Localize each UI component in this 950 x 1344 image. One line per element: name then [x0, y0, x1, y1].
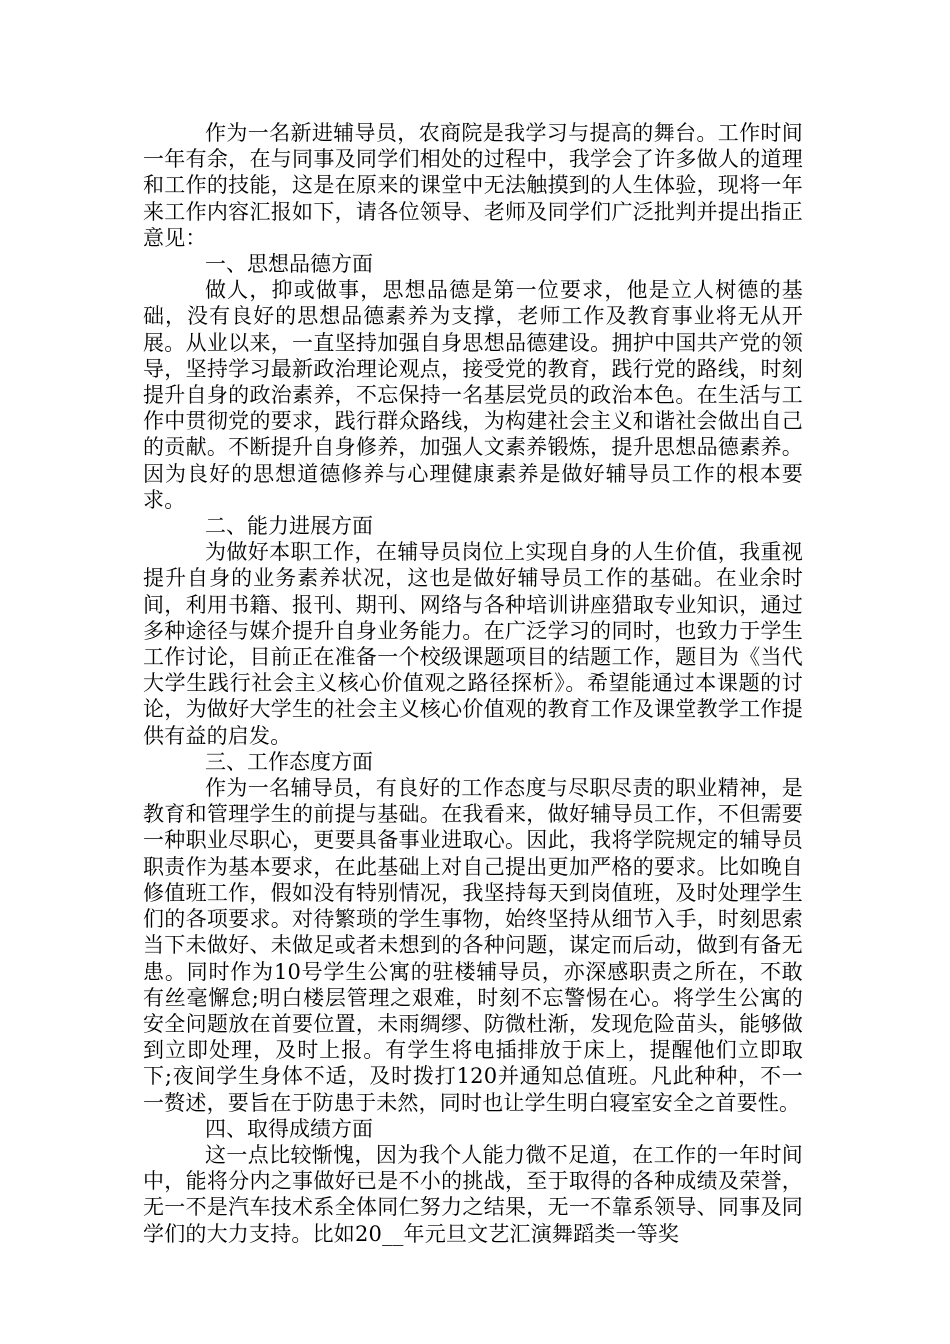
intro-paragraph: 作为一名新进辅导员，农商院是我学习与提高的舞台。工作时间一年有余，在与同事及同学们相处的过程中，我学会了许多做人的道理和工作的技能，这是在原来的课堂中无法触摸到的人生体验，现将一年来工作内容汇报如下，请各位领导、老师及同学们广泛批判并提出指正意见：	[143, 121, 803, 250]
section-body-achievements: 这一点比较惭愧，因为我个人能力微不足道，在工作的一年时间中，能将分内之事做好已是不小的挑战，至于取得的各种成绩及荣誉，无一不是汽车技术系全体同仁努力之结果，无一不靠系领导、同事及同学们的大力支持。比如20__年元旦文艺汇演舞蹈类一等奖	[143, 1142, 803, 1246]
section-heading-ideology: 一、思想品德方面	[205, 252, 373, 277]
section-body-attitude: 作为一名辅导员，有良好的工作态度与尽职尽责的职业精神，是教育和管理学生的前提与基础。在我看来，做好辅导员工作，不但需要一种职业尽职心，更要具备事业进取心。因此，我将学院规定的辅导员职责作为基本要求，在此基础上对自己提出更加严格的要求。比如晚自修值班工作，假如没有特别情况，我坚持每天到岗值班，及时处理学生们的各项要求。对待繁琐的学生事物，始终坚持从细节入手，时刻思索当下未做好、未做足或者未想到的各种问题，谋定而后动，做到有备无患。同时作为10号学生公寓的驻楼辅导员，亦深感职责之所在，不敢有丝毫懈怠;明白楼层管理之艰难，时刻不忘警惕在心。将学生公寓的安全问题放在首要位置，未雨绸缪、防微杜渐，发现危险苗头，能够做到立即处理，及时上报。有学生将电插排放于床上，提醒他们立即取下;夜间学生身体不适，及时拨打120并通知总值班。凡此种种，不一一赘述，要旨在于防患于未然，同时也让学生明白寝室安全之首要性。	[143, 776, 803, 1115]
section-body-ability: 为做好本职工作，在辅导员岗位上实现自身的人生价值，我重视提升自身的业务素养状况，这也是做好辅导员工作的基础。在业余时间，利用书籍、报刊、期刊、网络与各种培训讲座猎取专业知识，通过多种途径与媒介提升自身业务能力。在广泛学习的同时，也致力于学生工作讨论，目前正在准备一个校级课题项目的结题工作，题目为《当代大学生践行社会主义核心价值观之路径探析》。希望能通过本课题的讨论，为做好大学生的社会主义核心价值观的教育工作及课堂教学工作提供有益的启发。	[143, 540, 803, 748]
section-body-ideology: 做人，抑或做事，思想品德是第一位要求，他是立人树德的基础，没有良好的思想品德素养为支撑，老师工作及教育事业将无从开展。从业以来，一直坚持加强自身思想品德建设。拥护中国共产党的领导，坚持学习最新政治理论观点，接受党的教育，践行党的路线，时刻提升自身的政治素养，不忘保持一名基层党员的政治本色。在生活与工作中贯彻党的要求，践行群众路线，为构建社会主义和谐社会做出自己的贡献。不断提升自身修养，加强人文素养锻炼，提升思想品德素养。因为良好的思想道德修养与心理健康素养是做好辅导员工作的根本要求。	[143, 278, 803, 512]
section-heading-attitude: 三、工作态度方面	[205, 749, 373, 774]
section-heading-achievements: 四、取得成绩方面	[205, 1116, 373, 1141]
section-heading-ability: 二、能力进展方面	[205, 514, 373, 539]
document-page	[143, 120, 803, 1247]
